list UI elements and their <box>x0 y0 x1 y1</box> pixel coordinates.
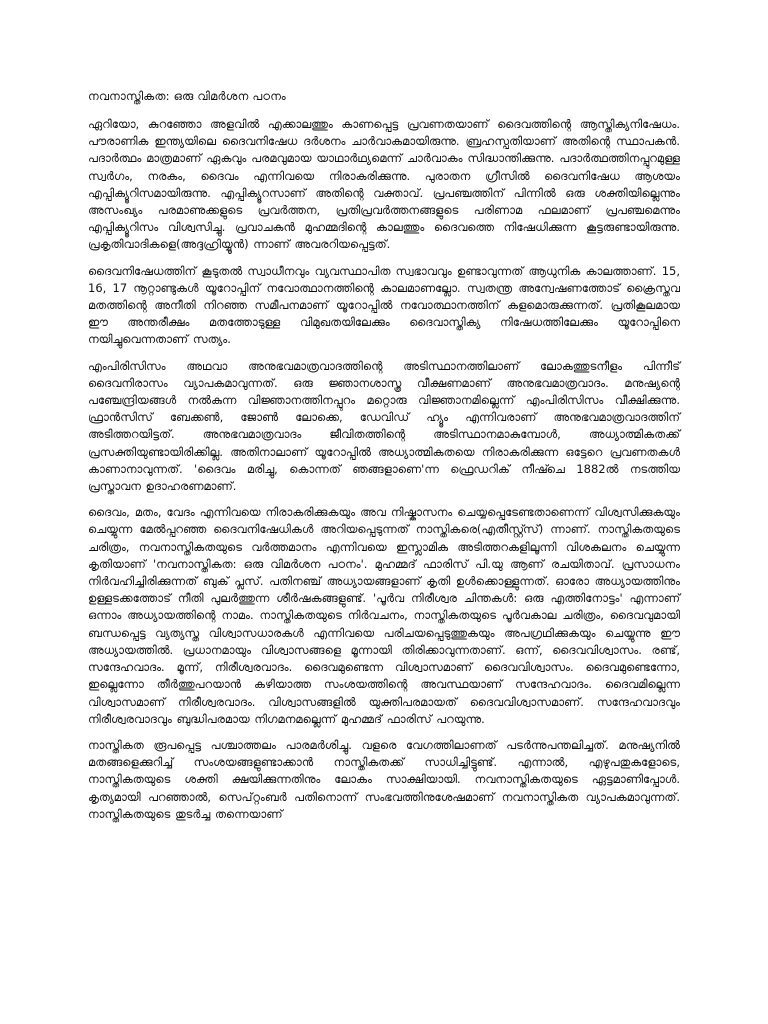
paragraph-empiricism: എംപിരിസിസം അഥവാ അനുഭവമാത്രവാദത്തിന്റെ അടിസ്ഥാനത്തിലാണ് ലോകത്തുടനീളം പിന്നീട് ദൈവനിരാസം വ്യാപകമാവുന്നത്. ഒരു ജ്ഞാനശാസ്ത്ര വീക്ഷണമാണ് അനുഭവമാത്രവാദം. മനുഷ്യന്റെ പഞ്ചേന്ദ്രിയങ്ങൾ നൽകുന്ന വിജ്ഞാനത്തിനപ്പുറം മറ്റൊരു വിജ്ഞാനമില്ലെന്ന് എംപിരിസിസം വീക്ഷിക്കുന്നു. ഫ്രാൻസിസ് ബേക്കൺ, ജോൺ ലോക്കെ, ഡേവിഡ് ഹ്യൂം എന്നിവരാണ് അനുഭവമാത്രവാദത്തിന് അടിത്തറയിട്ടത്. അനുഭവമാത്രവാദം ജീവിതത്തിന്റെ അടിസ്ഥാനമാകുമ്പോൾ, അധ്യാത്മികതക്ക് പ്രസക്തിയുണ്ടായിരിക്കില്ല. അതിനാലാണ് യൂറോപ്പിൽ അധ്യാത്മികതയെ നിരാകരിക്കുന്ന ഒട്ടേറെ പ്രവണതകൾ കാണാനാവുന്നത്. 'ദൈവം മരിച്ചു, കൊന്നത് ഞങ്ങളാണെ'ന്ന ഫ്രെഡറിക് നീഷ്ചെ 1882ൽ നടത്തിയ പ്രസ്താവന ഉദാഹരണമാണ്. <box>88 358 680 494</box>
document-title: നവനാസ്തികത: ഒരു വിമർശന പഠനം <box>88 89 286 103</box>
paragraph-renaissance: ദൈവനിഷേധത്തിന് കൂടുതൽ സ്വാധീനവും വ്യവസ്ഥാപിത സ്വഭാവവും ഉണ്ടാവുന്നത് ആധുനിക കാലത്താണ്. 15, 16, 17 നൂറ്റാണ്ടുകൾ യൂറോപ്പിന് നവോത്ഥാനത്തിന്റെ കാലമാണല്ലോ. സ്വതന്ത്ര അന്വേഷണത്തോട് ക്രൈസ്തവ മതത്തിന്റെ അനീതി നിറഞ്ഞ സമീപനമാണ് യൂറോപ്പിൽ നവോത്ഥാനത്തിന് കളമൊരുക്കുന്നത്. പ്രതികൂലമായ ഈ അന്തരീക്ഷം മതത്തോടുള്ള വിമുഖതയിലേക്കും ദൈവാസ്തിക്യ നിഷേധത്തിലേക്കും യൂറോപ്പിനെ നയിച്ചുവെന്നതാണ് സത്യം. <box>88 263 680 347</box>
paragraph-book-review: ദൈവം, മതം, വേദം എന്നിവയെ നിരാകരിക്കുകയും അവ നിഷ്കാസനം ചെയ്യപ്പെടേണ്ടതാണെന്ന് വിശ്വസിക്കുകയും ചെയ്യുന്ന മേൽപ്പറഞ്ഞ ദൈവനിഷേധികൾ അറിയപ്പെടുന്നത് നാസ്തികരെ(എതീസ്റ്റ്സ്) ന്നാണ്. നാസ്തികതയുടെ ചരിത്രം, നവനാസ്തികതയുടെ വർത്തമാനം എന്നിവയെ ഇസ്ലാമിക അടിത്തറകളിലൂന്നി വിശകലനം ചെയ്യുന്ന കൃതിയാണ് 'നവനാസ്തികത: ഒരു വിമർശന പഠനം'. മുഹമ്മദ് ഫാരിസ് പി.യു ആണ് രചയിതാവ്. പ്രസാധനം നിർവഹിച്ചിരിക്കുന്നത് ബുക് പ്ലസ്. പതിനഞ്ച് അധ്യായങ്ങളാണ് കൃതി ഉൾക്കൊള്ളുന്നത്. ഓരോ അധ്യായത്തിനും ഉള്ളടക്കത്തോട് നീതി പുലർത്തുന്ന ശീർഷകങ്ങളുണ്ട്. 'പൂർവ നിരീശ്വര ചിന്തകൾ: ഒരു എത്തിനോട്ടം' എന്നാണ് ഒന്നാം അധ്യായത്തിന്റെ നാമം. നാസ്തികതയുടെ നിർവചനം, നാസ്തികതയുടെ പൂർവകാല ചരിത്രം, ദൈവവുമായി ബന്ധപ്പെട്ട വ്യത്യസ്ത വിശ്വാസധാരകൾ എന്നിവയെ പരിചയപ്പെടുത്തുകയും അപഗ്രഥിക്കുകയും ചെയ്യുന്നു ഈ അധ്യായത്തിൽ. പ്രധാനമായും വിശ്വാസങ്ങളെ മൂന്നായി തിരിക്കാവുന്നതാണ്. ഒന്ന്, ദൈവവിശ്വാസം. രണ്ട്, സന്ദേഹവാദം. മൂന്ന്, നിരീശ്വരവാദം. ദൈവമുണ്ടെന്ന വിശ്വാസമാണ് ദൈവവിശ്വാസം. ദൈവമുണ്ടെന്നോ, ഇല്ലെന്നോ തീർത്തുപറയാൻ കഴിയാത്ത സംശയത്തിന്റെ അവസ്ഥയാണ് സന്ദേഹവാദം. ദൈവമില്ലെന്ന വിശ്വാസമാണ് നിരീശ്വരവാദം. വിശ്വാസങ്ങളിൽ യുക്തിപരമായത് ദൈവവിശ്വാസമാണ്. സന്ദേഹവാദവും നിരീശ്വരവാദവും ബുദ്ധിപരമായ നിഗമനമല്ലെന്ന് മുഹമ്മദ് ഫാരിസ് പറയുന്നു. <box>88 505 680 726</box>
document-page <box>88 88 680 832</box>
paragraph-history: ഏറിയോ, കുറഞ്ഞോ അളവിൽ എക്കാലത്തും കാണപ്പെട്ട പ്രവണതയാണ് ദൈവത്തിന്റെ ആസ്തിക്യനിഷേധം. പൗരാണിക ഇന്ത്യയിലെ ദൈവനിഷേധ ദർശനം ചാർവാകമായിരുന്നു. ബ്രഹസ്പതിയാണ് അതിന്റെ സ്ഥാപകൻ. പദാർത്ഥം മാത്രമാണ് ഏകവും പരമവുമായ യാഥാർഥ്യമെന്ന് ചാർവാകം സിദ്ധാന്തിക്കുന്നു. പദാർത്ഥത്തിനപ്പുറമുള്ള സ്വർഗം, നരകം, ദൈവം എന്നിവയെ നിരാകരിക്കുന്നു. പുരാതന ഗ്രീസിൽ ദൈവനിഷേധ ആശയം എപ്പിക്യൂറിസമായിരുന്നു. എപ്പിക്യൂറസാണ് അതിന്റെ വക്താവ്. പ്രപഞ്ചത്തിന് പിന്നിൽ ഒരു ശക്തിയില്ലെന്നും അസംഖ്യം പരമാണുക്കളുടെ പ്രവർത്തന, പ്രതിപ്രവർത്തനങ്ങളുടെ പരിണാമ ഫലമാണ് പ്രപഞ്ചമെന്നും എപ്പിക്യൂറിസം വിശ്വസിച്ചു. പ്രവാചകൻ മുഹമ്മദിന്റെ കാലത്തും ദൈവത്തെ നിഷേധിക്കുന്ന കൂട്ടരുണ്ടായിരുന്നു. പ്രകൃതിവാദികളെ(അദ്ദഹ്രിയ്യൂൻ) ന്നാണ് അവരറിയപ്പെട്ടത്. <box>88 117 680 252</box>
paragraph-new-atheism: നാസ്തികത രൂപപ്പെട്ട പശ്ചാത്തലം പാരമർശിച്ചു. വളരെ വേഗത്തിലാണത് പടർന്നുപന്തലിച്ചത്. മനുഷ്യനിൽ മതങ്ങളെക്കുറിച്ച് സംശയങ്ങളുണ്ടാക്കാൻ നാസ്തികതക്ക് സാധിച്ചിട്ടുണ്ട്. എന്നാൽ, എഴുപതുകളോടെ, നാസ്തികതയുടെ ശക്തി ക്ഷയിക്കുന്നതിനും ലോകം സാക്ഷിയായി. നവനാസ്തികതയുടെ ഏട്ടമാണിപ്പോൾ. കൃത്യമായി പറഞ്ഞാൽ, സെപ്റ്റംബർ പതിനൊന്ന് സംഭവത്തിനുശേഷമാണ് നവനാസ്തികത വ്യാപകമാവുന്നത്. നാസ്തികതയുടെ തുടർച്ച തന്നെയാണ് <box>88 737 680 821</box>
